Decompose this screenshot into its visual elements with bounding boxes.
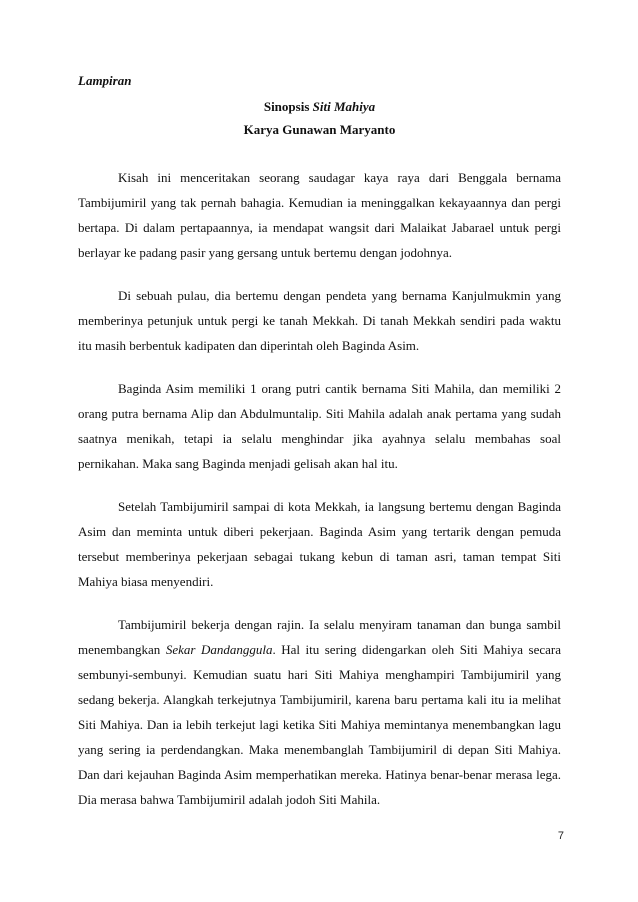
section-label: Lampiran bbox=[78, 73, 132, 88]
page-number: 7 bbox=[557, 830, 564, 842]
page-content bbox=[78, 72, 561, 812]
paragraph-5-end: . Hal itu sering didengarkan oleh Siti Mahiya secara sembunyi-sembunyi. Kemudian suatu hari Siti Mahiya menghampiri Tambijumiril yang sedang bekerja. Alangkah terkejutnya Tambijumiril, karena baru pertama kali itu ia melihat Siti Mahiya. Dan ia lebih terkejut lagi ketika Siti Mahiya memintanya menembangkan lagu yang sering ia perdendangkan. Maka menembanglah Tambijumiril di depan Siti Mahiya. Dan dari kejauhan Baginda Asim memperhatikan mereka. Hatinya benar-benar merasa lega. Dia merasa bahwa Tambijumiril adalah jodoh Siti Mahila. bbox=[78, 642, 561, 807]
title-prefix: Sinopsis bbox=[263, 99, 313, 114]
paragraph-5-start: Tambijumiril bekerja dengan rajin. Ia selalu menyiram tanaman dan bunga sambil menembangkan bbox=[78, 617, 561, 657]
title-italic: Siti Mahiya bbox=[312, 99, 376, 114]
paragraph-4: Setelah Tambijumiril sampai di kota Mekkah, ia langsung bertemu dengan Baginda Asim dan meminta untuk diberi pekerjaan. Baginda Asim yang tertarik dengan pemuda tersebut memberinya pekerjaan sebagai tukang kebun di taman asri, taman tempat Siti Mahiya biasa menyendiri. bbox=[78, 499, 561, 589]
document-title bbox=[78, 95, 561, 118]
paragraph-2: Di sebuah pulau, dia bertemu dengan pendeta yang bernama Kanjulmukmin yang memberinya petunjuk untuk pergi ke tanah Mekkah. Di tanah Mekkah sendiri pada waktu itu masih berbentuk kadipaten dan diperintah oleh Baginda Asim. bbox=[78, 288, 561, 353]
paragraph-3: Baginda Asim memiliki 1 orang putri cantik bernama Siti Mahila, dan memiliki 2 orang putra bernama Alip dan Abdulmuntalip. Siti Mahila adalah anak pertama yang sudah saatnya menikah, tetapi ia selalu menghindar jika ayahnya selalu membahas soal pernikahan. Maka sang Baginda menjadi gelisah akan hal itu. bbox=[78, 381, 561, 471]
paragraph-5 bbox=[78, 612, 561, 812]
title-block bbox=[78, 95, 561, 141]
paragraph-5-italic: Sekar Dandanggula bbox=[165, 642, 273, 657]
document-subtitle: Karya Gunawan Maryanto bbox=[243, 122, 396, 137]
paragraph-1: Kisah ini menceritakan seorang saudagar kaya raya dari Benggala bernama Tambijumiril yang tak pernah bahagia. Kemudian ia meninggalkan kekayaannya dan pergi bertapa. Di dalam pertapaannya, ia mendapat wangsit dari Malaikat Jabarael untuk pergi berlayar ke padang pasir yang gersang untuk bertemu dengan jodohnya. bbox=[78, 170, 561, 260]
